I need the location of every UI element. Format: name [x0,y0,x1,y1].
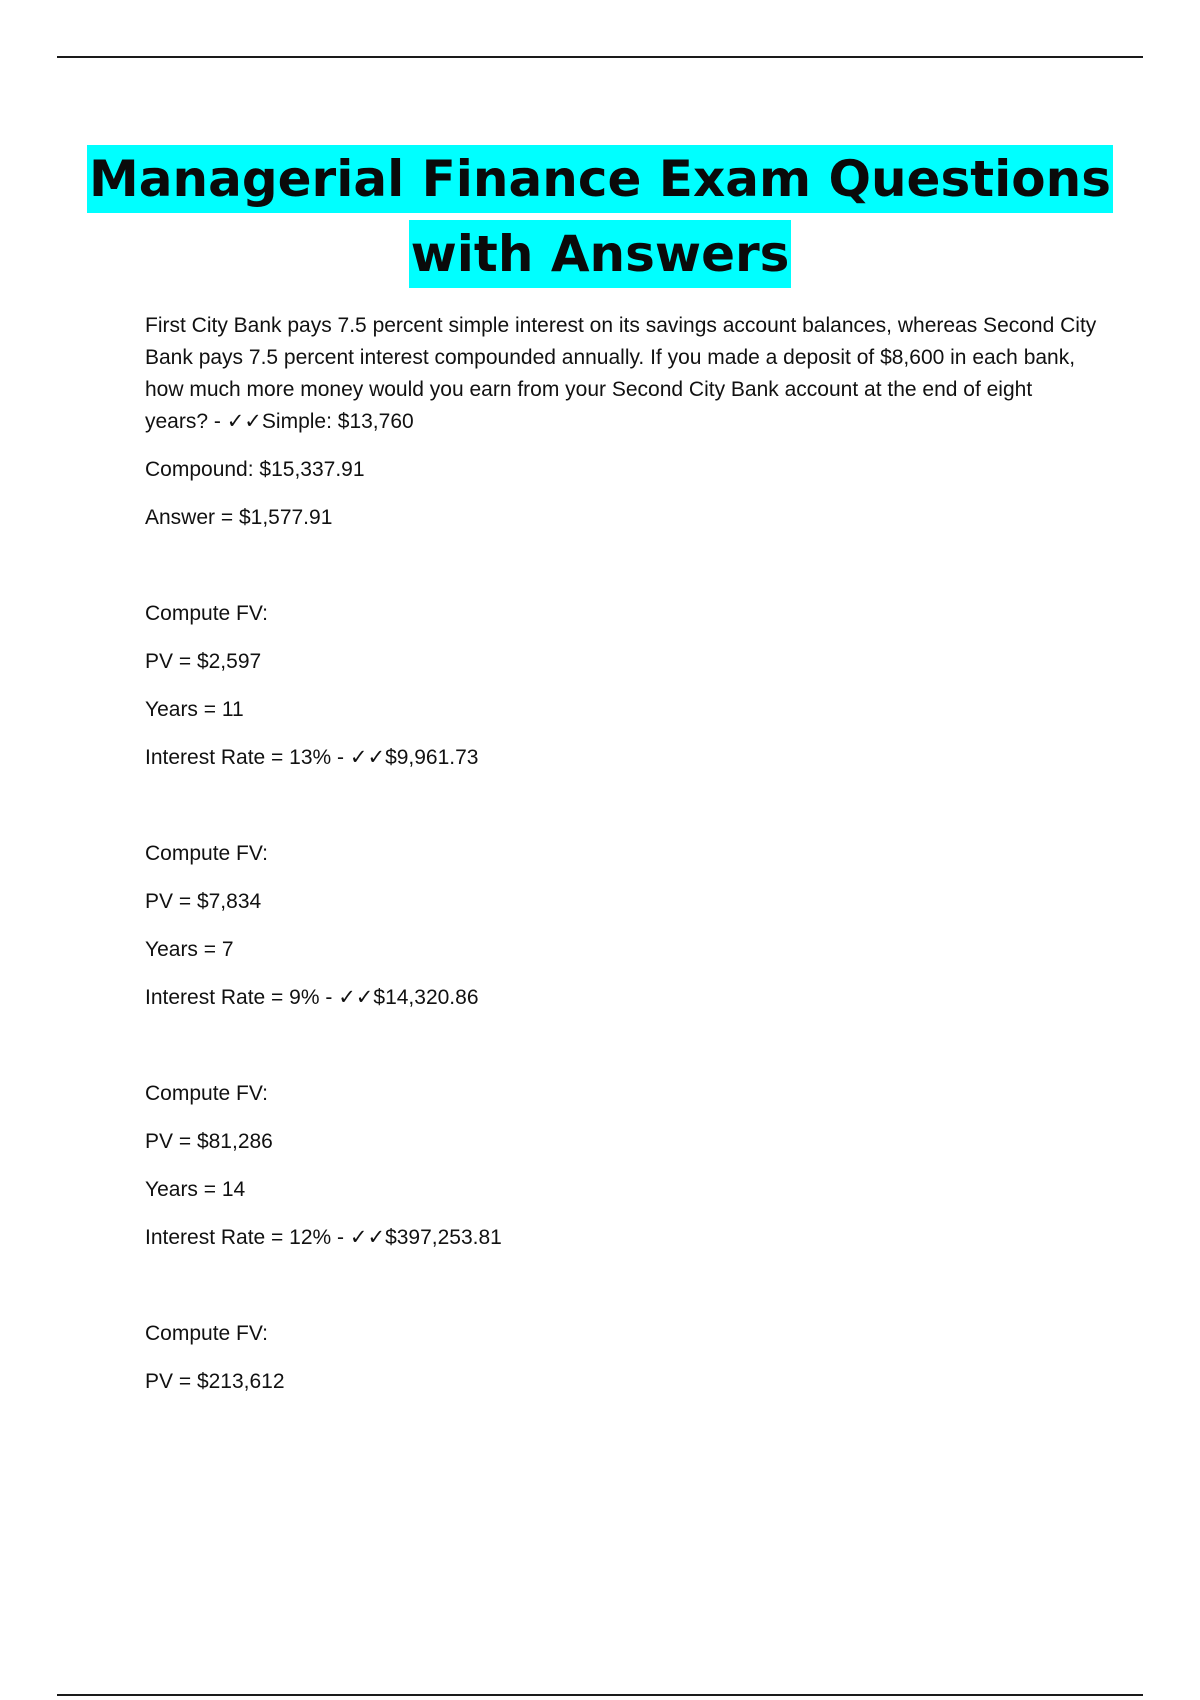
question-2-years: Years = 11 [145,698,244,721]
question-1-compound: Compound: $15,337.91 [145,458,365,481]
question-2-rate-row [145,742,1100,774]
question-3-rate-row [145,982,1100,1014]
checkmark-icon: ✓✓ [349,1226,386,1249]
title-line-1: Managerial Finance Exam Questions [87,145,1113,213]
question-4-answer: $397,253.81 [385,1226,502,1249]
spacer [145,1270,1100,1318]
document-body [145,310,1100,1414]
question-1 [145,310,1100,438]
header-rule [57,56,1143,58]
question-5-heading: Compute FV: [145,1322,268,1345]
question-3-pv: PV = $7,834 [145,890,262,913]
question-5-pv: PV = $213,612 [145,1370,285,1393]
question-1-text: First City Bank pays 7.5 percent simple interest on its savings account balances, whereas Second City Bank pays 7.5 percent interest compounded annually. If you made a deposit of $8,600 in each bank, how much more money would you earn from your Second City Bank account at the end of eight years? - [145,314,1097,433]
footer-rule [57,1694,1143,1696]
checkmark-icon: ✓✓ [226,410,262,433]
question-3-answer: $14,320.86 [373,986,479,1009]
title-line-2: with Answers [409,220,792,288]
checkmark-icon: ✓✓ [349,746,386,769]
question-2-answer: $9,961.73 [385,746,479,769]
question-4-rate: Interest Rate = 12% - [145,1226,350,1249]
question-2-pv: PV = $2,597 [145,650,262,673]
question-3-rate: Interest Rate = 9% - [145,986,339,1009]
checkmark-icon: ✓✓ [338,986,374,1009]
question-4-heading: Compute FV: [145,1082,268,1105]
spacer [145,1030,1100,1078]
question-3-heading: Compute FV: [145,842,268,865]
question-4-rate-row [145,1222,1100,1254]
question-4-years: Years = 14 [145,1178,246,1201]
spacer [145,790,1100,838]
question-1-answer-total: Answer = $1,577.91 [145,506,333,529]
spacer [145,550,1100,598]
document-title [0,145,1200,295]
question-1-answer: Simple: $13,760 [261,410,414,433]
question-2-rate: Interest Rate = 13% - [145,746,350,769]
question-2-heading: Compute FV: [145,602,268,625]
question-4-pv: PV = $81,286 [145,1130,273,1153]
question-3-years: Years = 7 [145,938,234,961]
